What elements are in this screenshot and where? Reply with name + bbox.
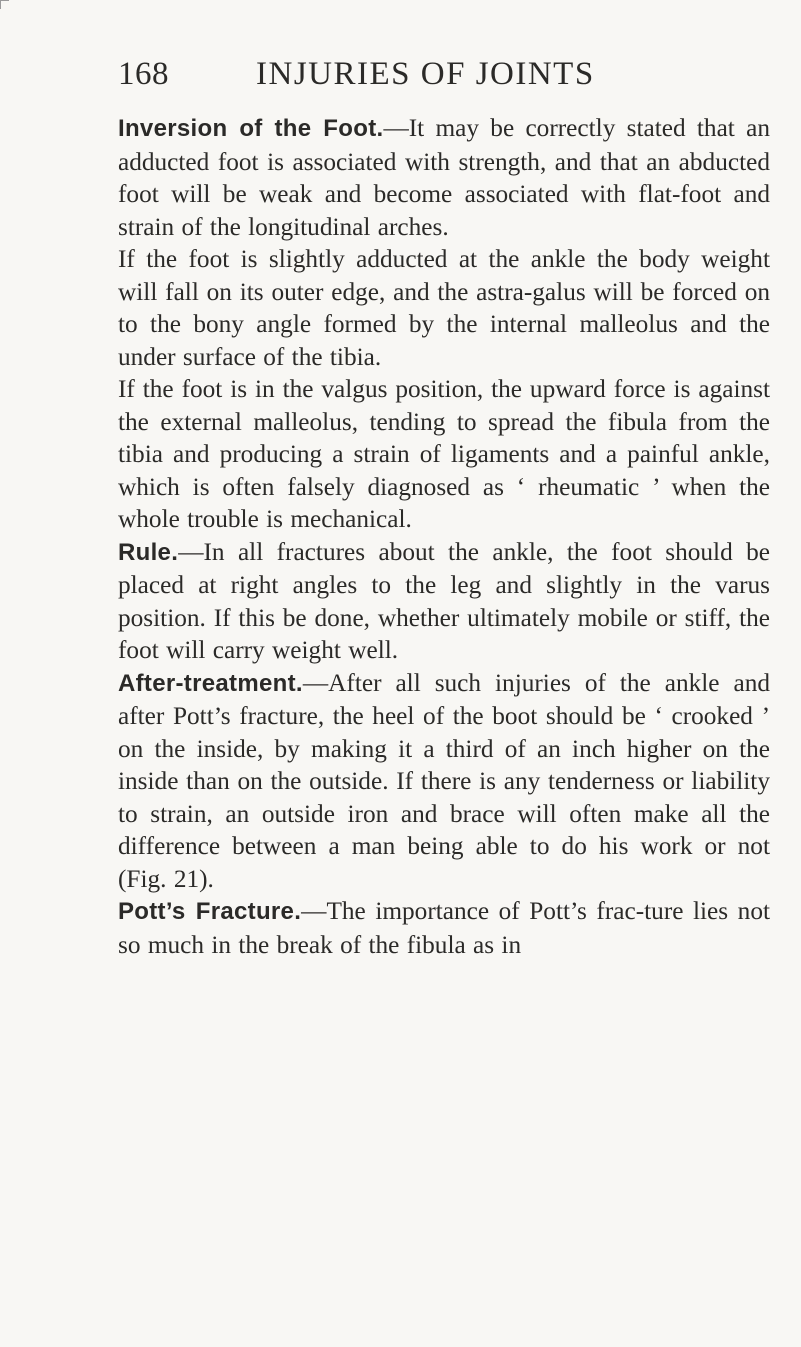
paragraph-text: —In all fractures about the ankle, the foot should be placed at right angles to the leg and slightly in the varus position. If this be done, whether ultimately mobile or stiff, the foot will carry weight well. [118,537,770,664]
paragraph-valgus-position [118,373,770,536]
paragraph-inversion-of-foot [118,112,770,243]
section-heading-rule: Rule. [118,538,179,566]
section-heading-inversion: Inversion of the Foot. [118,115,384,142]
paragraph-text: —It may be correctly stated that an adducted foot is associated with strength, and that an abducted foot will be weak and become associated with flat-foot and strain of the longitudinal arches. [118,114,770,241]
paragraph-potts-fracture [118,895,770,961]
running-title: INJURIES OF JOINTS [256,56,595,92]
paragraph-after-treatment [118,667,770,896]
scan-corner-mark [0,0,9,9]
paragraph-adducted-ankle [118,243,770,373]
paragraph-text: If the foot is in the valgus position, the upward force is against the external malleolus, tending to spread the fibula from the tibia and producing a strain of ligaments and a painful ankle, which is often falsely diagnosed as ‘ rheumatic ’ when the whole trouble is mechanical. [118,375,770,533]
section-heading-potts-fracture: Pott’s Fracture. [118,898,302,925]
section-heading-after-treatment: After-treatment. [118,669,303,697]
running-head [118,56,770,100]
paragraph-text: —The importance of Pott’s frac-ture lies not so much in the break of the fibula as in [118,897,770,959]
paragraph-text: —After all such injuries of the ankle and after Pott’s fracture, the heel of the boot should be ‘ crooked ’ on the inside, by making it a third of an inch higher on the inside than on the outside. If there is any tenderness or liability to strain, an outside iron and brace will often make all the difference between a man being able to do his work or not (Fig. 21). [118,668,770,893]
text-body [118,112,770,961]
page-number: 168 [118,56,169,92]
paragraph-rule [118,536,770,667]
paragraph-text: If the foot is slightly adducted at the ankle the body weight will fall on its outer edge, and the astra-galus will be forced on to the bony angle formed by the internal malleolus and the under surface of the tibia. [118,245,770,371]
